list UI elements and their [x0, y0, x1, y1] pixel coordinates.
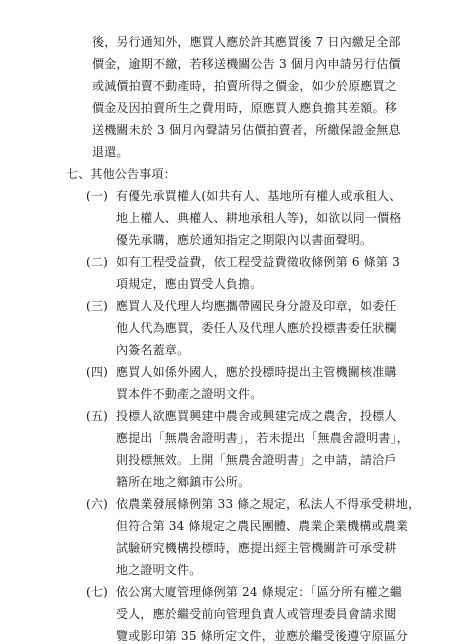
item-marker-6: (六) — [86, 497, 108, 511]
item-marker-5: (五) — [86, 409, 108, 423]
item-6-line: 依農業發展條例第 33 條之規定，私法人不得承受耕地， — [116, 497, 421, 511]
item-1-line: 地上權人、典權人、耕地承租人等)，如欲以同一價格 — [116, 211, 402, 225]
item-5-line: 籍所在地之鄉鎮市公所。 — [116, 475, 251, 489]
item-marker-7: (七) — [86, 585, 108, 599]
item-4-line: 應買人如係外國人，應於投標時提出主管機關核准購 — [116, 365, 397, 379]
item-1-line: 有優先承買權人(如共有人、基地所有權人或承租人、 — [116, 189, 402, 203]
item-marker-1: (一) — [86, 189, 108, 203]
continuation-line: 送機關未於 3 個月內聲請另估價拍賣者，所繳保證金無息 — [92, 123, 401, 137]
item-2-line: 如有工程受益費，依工程受益費徵收條例第 6 條第 3 — [116, 255, 400, 269]
item-7-line: 受人，應於繼受前向管理負責人或管理委員會請求閱 — [116, 607, 397, 621]
section-heading: 七、其他公告事項： — [66, 167, 176, 181]
continuation-line: 價金，逾期不繳，若移送機關公告 3 個月內申請另行估價 — [92, 57, 401, 71]
continuation-line: 後，另行通知外，應買人應於許其應買後 7 日內繳足全部 — [92, 35, 401, 49]
item-3-line: 內簽名蓋章。 — [116, 343, 190, 357]
item-6-line: 但符合第 34 條規定之農民團體、農業企業機構或農業 — [116, 519, 409, 533]
item-5-line: 則投標無效。上開「無農舍證明書」之申請，請洽戶 — [116, 453, 397, 467]
item-marker-3: (三) — [86, 299, 108, 313]
continuation-line: 退還。 — [92, 145, 129, 159]
item-5-line: 投標人欲應買興建中農舍或興建完成之農舍，投標人 — [116, 409, 397, 423]
item-marker-2: (二) — [86, 255, 108, 269]
item-2-line: 項規定，應由買受人負擔。 — [116, 277, 263, 291]
item-5-line: 應提出「無農舍證明書」，若未提出「無農舍證明書」， — [116, 431, 410, 445]
item-3-line: 他人代為應買，委任人及代理人應於投標書委任狀欄 — [116, 321, 397, 335]
continuation-line: 價金及因拍賣所生之費用時，原應買人應負擔其差額。移 — [92, 101, 398, 115]
item-6-line: 地之證明文件。 — [116, 563, 202, 577]
item-4-line: 買本件不動產之證明文件。 — [116, 387, 263, 401]
item-1-line: 優先承購，應於通知指定之期限內以書面聲明。 — [116, 233, 373, 247]
item-6-line: 試驗研究機構投標時，應提出經主管機關許可承受耕 — [116, 541, 397, 555]
item-marker-4: (四) — [86, 365, 108, 379]
item-3-line: 應買人及代理人均應攜帶國民身分證及印章，如委任 — [116, 299, 397, 313]
item-7-line: 依公寓大廈管理條例第 24 條規定：「區分所有權之繼 — [116, 585, 403, 599]
item-7-line: 覽或影印第 35 條所定文件，並應於繼受後遵守原區分 — [116, 629, 409, 643]
continuation-line: 或減價拍賣不動產時，拍賣所得之價金，如少於原應買之 — [92, 79, 398, 93]
